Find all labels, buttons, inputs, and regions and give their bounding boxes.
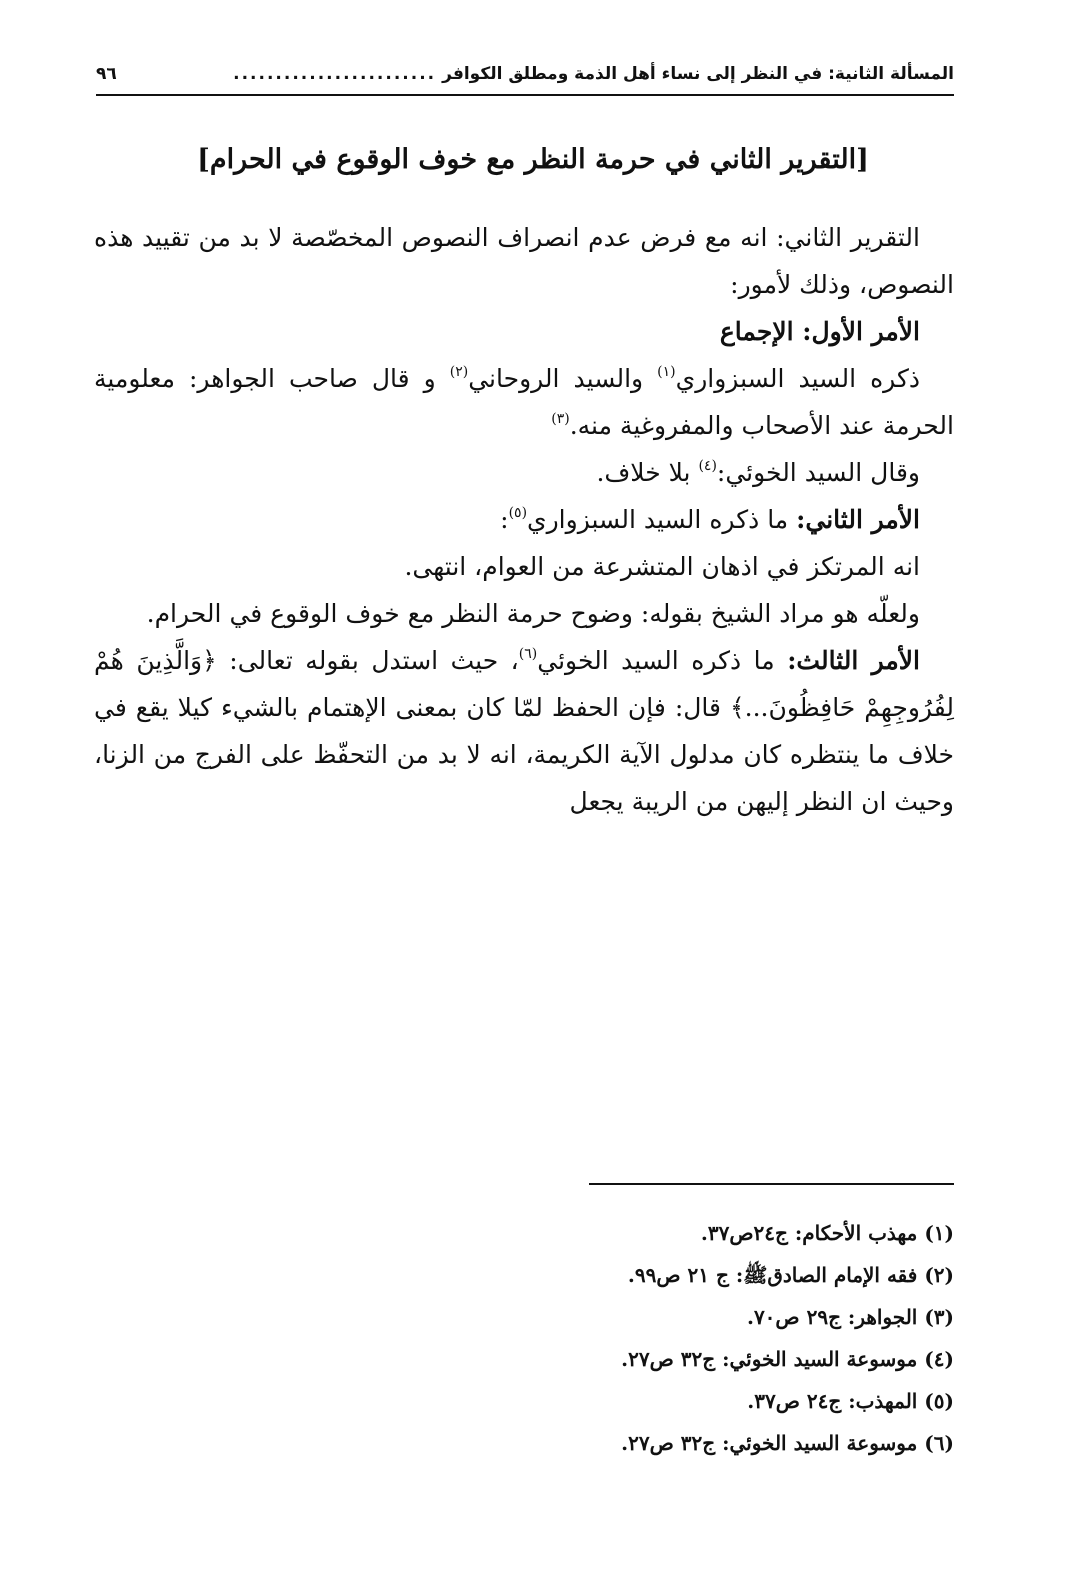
footnote-2: (٢) فقه الإمام الصادق‌ﷺ: ج ٢١ ص٩٩. (627, 1263, 954, 1287)
footnote-1: (١) مهذب الأحكام: ج٢٤ص٣٧. (700, 1221, 954, 1245)
paragraph-intro: التقرير الثاني: انه مع فرض عدم انصراف النصوص المخصّصة لا بد من تقييد هذه النصوص، وذلك لأمور: (94, 223, 954, 299)
paragraph-sheikh: ولعلّه هو مراد الشيخ بقوله: وضوح حرمة النظر مع خوف الوقوع في الحرام. (146, 599, 920, 628)
footnote-ref-3[interactable]: (٣) (551, 411, 570, 427)
header-title: المسألة الثانية: في النظر إلى نساء أهل الذمة ومطلق الكوافر (442, 64, 954, 84)
footnote-ref-6[interactable]: (٦) (518, 646, 538, 662)
footnotes (94, 1212, 954, 1464)
text-run: : (500, 505, 509, 534)
text-run: ما ذكره السيد السبزواري (527, 505, 797, 534)
page-number: ٩٦ (96, 64, 117, 84)
footnote-5: (٥) المهذب: ج٢٤ ص٣٧. (747, 1389, 954, 1413)
footnote-ref-4[interactable]: (٤) (698, 458, 717, 474)
paragraph-consensus (94, 355, 954, 449)
paragraph-quote: انه المرتكز في اذهان المتشرعة من العوام، انتهى. (404, 552, 920, 581)
text-run: ذكره السيد السبزواري (675, 364, 920, 393)
item-heading-first: الأمر الأول: الإجماع (719, 317, 920, 346)
footnote-ref-2[interactable]: (٢) (449, 364, 469, 380)
section-heading: [التقرير الثاني في حرمة النظر مع خوف الوقوع في الحرام] (197, 144, 869, 175)
main-text (94, 214, 954, 825)
quran-verse: ﴿وَالَّذِينَ هُمْ لِفُرُوجِهِمْ حَافِظُونَ...﴾ (94, 646, 954, 722)
text-run: قال: فإن الحفظ لمّا كان بمعنى الإهتمام بالشيء كيلا يقع في خلاف ما ينتظره كان مدلول الآية الكريمة، انه لا بد من التحفّظ على الفرج من الزنا، وحيث ان النظر إليهن من الريبة يجعل (94, 693, 954, 816)
text-run: و قال صاحب الجواهر: معلومية الحرمة عند الأصحاب والمفروغية منه. (94, 364, 954, 440)
footnote-3: (٣) الجواهر: ج٢٩ ص٧٠. (746, 1305, 954, 1329)
running-header (96, 54, 954, 96)
text-run: ما ذكره السيد الخوئي (537, 646, 788, 675)
footnote-6: (٦) موسوعة السيد الخوئي: ج٣٢ ص٢٧. (621, 1431, 954, 1455)
text-run: والسيد الروحاني (468, 364, 658, 393)
header-leader-dots: ........................ (233, 64, 437, 84)
footnote-ref-1[interactable]: (١) (657, 364, 676, 380)
item-heading-third (94, 637, 954, 825)
footnote-ref-5[interactable]: (٥) (508, 505, 528, 521)
text-run: بلا خلاف. (596, 458, 699, 487)
paragraph-khoei (94, 449, 954, 496)
item-label-second: الأمر الثاني: (796, 505, 920, 534)
footnote-separator (589, 1183, 954, 1185)
text-run: وقال السيد الخوئي: (716, 458, 920, 487)
item-label-third: الأمر الثالث: (787, 646, 920, 675)
item-heading-second (94, 496, 954, 543)
footnote-4: (٤) موسوعة السيد الخوئي: ج٣٢ ص٢٧. (621, 1347, 954, 1371)
text-run: ، حيث استدل بقوله تعالى: (216, 646, 519, 675)
